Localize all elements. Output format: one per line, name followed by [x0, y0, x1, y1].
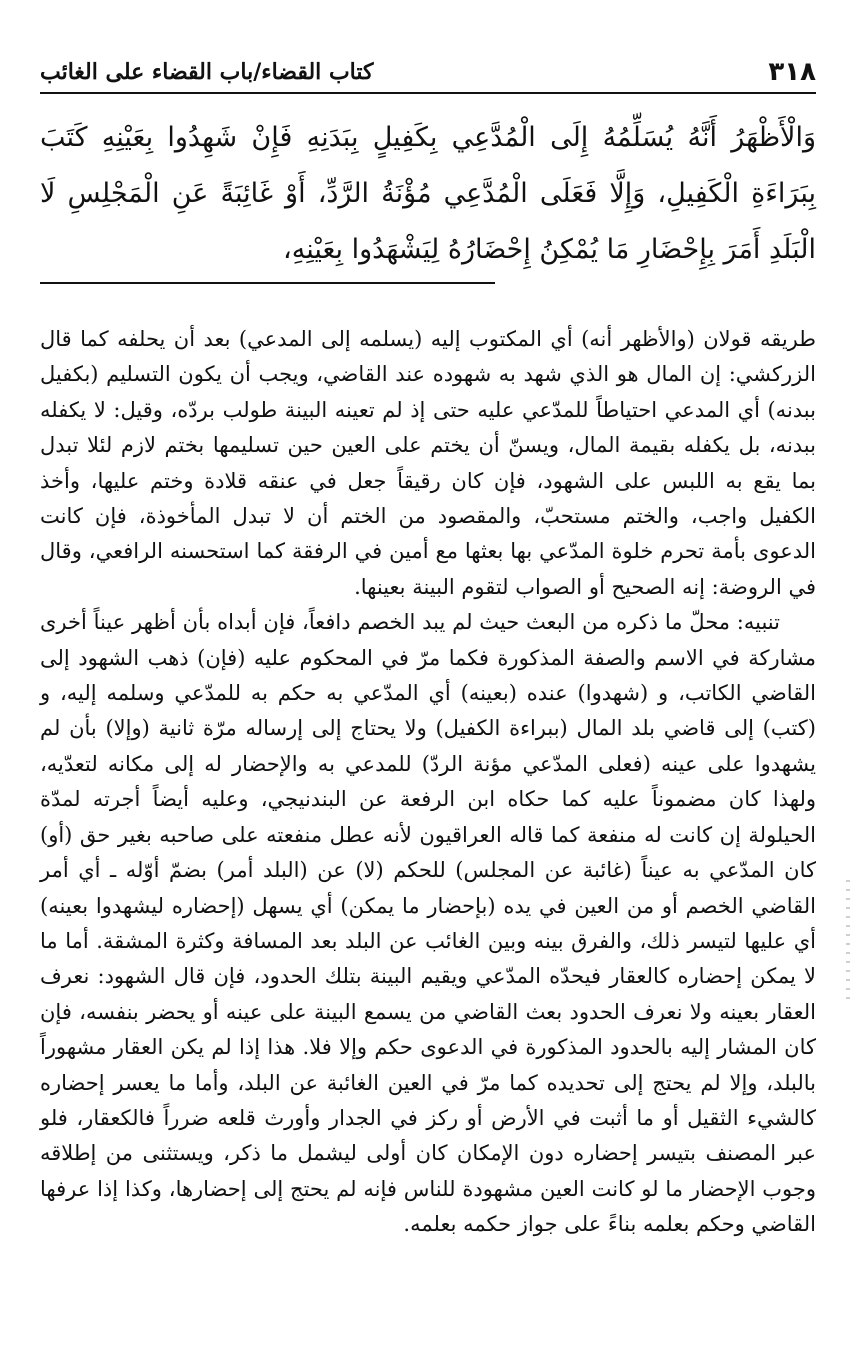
- commentary-paragraph-1: طريقه قولان (والأظهر أنه) أي المكتوب إليه (يسلمه إلى المدعي) بعد أن يحلفه كما قال الزركشي: إن المال هو الذي شهد به شهوده عند القاضي، ويجب أن يكون التسليم (بكفيل ببدنه) أي المدعي احتياطاً للمدّعي عليه حتى إذ لم تعينه البينة طولب بردّه، وقيل: لا يكفله ببدنه، بل يكفله بقيمة المال، ويسنّ أن يختم على العين حين تسليمها بختم لازم لئلا تبدل بما يقع به اللبس على الشهود، فإن كان رقيقاً جعل في عنقه قلادة وختم عليها، وأخذ الكفيل واجب، والختم مستحبّ، والمقصود من الختم أن لا تبدل المأخوذة، فإن كانت الدعوى بأمة تحرم خلوة المدّعي بها بعثها مع أمين في الرفقة كما استحسنه الرافعي، وقال في الروضة: إنه الصحيح أو الصواب لتقوم البينة بعينها.: [40, 327, 816, 599]
- page-number: ٣١٨: [768, 57, 816, 87]
- commentary-paragraph-2: تنبيه: محلّ ما ذكره من البعث حيث لم يبد الخصم دافعاً، فإن أبداه بأن أظهر عيناً أخرى مشاركة في الاسم والصفة المذكورة فكما مرّ في المحكوم عليه (فإن) ذهب الشهود إلى القاضي الكاتب، و (شهدوا) عنده (بعينه) أي المدّعي به حكم به للمدّعي وسلمه إليه، و (كتب) إلى قاضي بلد المال (ببراءة الكفيل) ولا يحتاج إلى إرساله مرّة ثانية (وإلا) بأن لم يشهدوا على عينه (فعلى المدّعي مؤنة الردّ) للمدعي به والإحضار له إلى مكانه لتعدّيه، ولهذا كان مضموناً عليه كما حكاه ابن الرفعة عن البندنيجي، وعليه أيضاً أجرته لمدّة الحيلولة إن كانت له منفعة كما قاله العراقيون لأنه عطل منفعته على صاحبه بغير حق (أو) كان المدّعي به عيناً (غائبة عن المجلس) للحكم (لا) عن (البلد أمر) بضمّ أوّله ـ أي أمر القاضي الخصم أو من العين في يده (بإحضار ما يمكن) أي يسهل (إحضاره ليشهدوا بعينه) أي عليها لتيسر ذلك، والفرق بينه وبين الغائب عن البلد بعد المسافة وكثرة المشقة. أما ما لا يمكن إحضاره كالعقار فيحدّه المدّعي ويقيم البينة بتلك الحدود، فإن قال الشهود: نعرف العقار بعينه ولا نعرف الحدود بعث القاضي من يسمع البينة على عينه أو يحضر بنفسه، فإن كان المشار إليه بالحدود المذكورة في الدعوى حكم وإلا فلا. هذا إذا لم يكن العقار مشهوراً بالبلد، وإلا لم يحتج إلى تحديده كما مرّ في العين الغائبة عن البلد، وأما ما يعسر إحضاره كالشيء الثقيل أو ما أثبت في الأرض أو ركز في الجدار وأورث قلعه ضرراً فالكعقار، فلو عبر المصنف بتيسر إحضاره دون الإمكان كان أولى ليشمل ما ذكر، ويستثنى من إطلاقه وجوب الإحضار ما لو كانت العين مشهودة للناس فإنه لم يحتج إلى إحضارها، وكذا إذا عرفها القاضي وحكم بعلمه بناءً على جواز حكمه بعلمه.: [40, 610, 816, 1237]
- running-title: كتاب القضاء/باب القضاء على الغائب: [40, 59, 374, 85]
- commentary: [40, 322, 816, 1243]
- matn-divider: [40, 282, 495, 284]
- page-header: [40, 52, 816, 94]
- scan-edge-noise: [846, 880, 850, 1000]
- matn-text: وَالْأَظْهَرُ أَنَّهُ يُسَلِّمُهُ إِلَى الْمُدَّعِي بِكَفِيلٍ بِبَدَنِهِ فَإِنْ شَهِدُوا بِعَيْنِهِ كَتَبَ بِبَرَاءَةِ الْكَفِيلِ، وَإِلَّا فَعَلَى الْمُدَّعِي مُؤْنَةُ الرَّدِّ، أَوْ غَائِبَةً عَنِ الْمَجْلِسِ لَا الْبَلَدِ أَمَرَ بِإِحْضَارِ مَا يُمْكِنُ إِحْضَارُهُ لِيَشْهَدُوا بِعَيْنِهِ،: [40, 122, 816, 265]
